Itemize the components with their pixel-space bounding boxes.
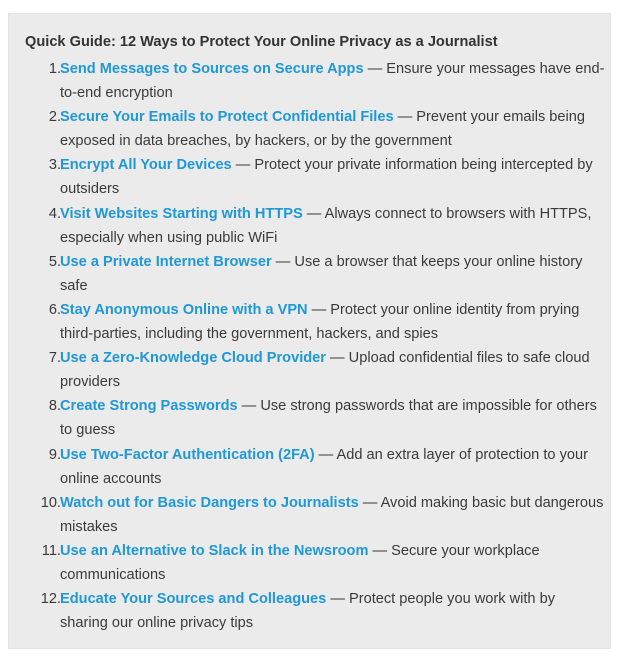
item-description: — Protect your online identity from prying third-parties, including the government, hackers, and spies bbox=[60, 301, 580, 342]
guide-item bbox=[9, 443, 612, 491]
item-description: — Use a browser that keeps your online history safe bbox=[60, 253, 583, 294]
item-description: — Prevent your emails being exposed in data breaches, by hackers, or by the government bbox=[60, 109, 586, 150]
guide-item bbox=[9, 394, 612, 442]
item-body bbox=[60, 105, 605, 153]
item-body bbox=[60, 153, 605, 201]
guide-item bbox=[9, 153, 612, 201]
item-body bbox=[60, 539, 605, 587]
item-link[interactable]: Create Strong Passwords bbox=[60, 398, 238, 415]
item-number: 11. bbox=[41, 542, 61, 559]
item-link[interactable]: Secure Your Emails to Protect Confidential Files bbox=[60, 109, 394, 126]
item-link[interactable]: Send Messages to Sources on Secure Apps bbox=[60, 61, 364, 77]
item-body bbox=[60, 443, 605, 491]
guide-list bbox=[9, 57, 612, 635]
item-link[interactable]: Encrypt All Your Devices bbox=[60, 157, 232, 174]
guide-title: Quick Guide: 12 Ways to Protect Your Online Privacy as a Journalist bbox=[25, 34, 498, 50]
item-link[interactable]: Stay Anonymous Online with a VPN bbox=[60, 301, 308, 318]
guide-item bbox=[9, 105, 612, 153]
guide-item bbox=[9, 202, 612, 250]
item-number: 1. bbox=[48, 61, 61, 77]
item-link[interactable]: Use an Alternative to Slack in the Newsroom bbox=[60, 542, 369, 559]
guide-item bbox=[9, 298, 612, 346]
item-body bbox=[60, 250, 605, 298]
item-link[interactable]: Educate Your Sources and Colleagues bbox=[60, 591, 327, 608]
item-number: 3. bbox=[48, 157, 61, 174]
item-number: 9. bbox=[48, 446, 61, 463]
item-number: 8. bbox=[48, 398, 61, 415]
item-description: — Secure your workplace communications bbox=[60, 542, 540, 583]
item-link[interactable]: Watch out for Basic Dangers to Journalists bbox=[60, 494, 359, 511]
item-body bbox=[60, 57, 605, 105]
item-description: — Upload confidential files to safe cloud providers bbox=[60, 350, 590, 391]
item-number: 7. bbox=[48, 350, 61, 367]
item-description: — Add an extra layer of protection to your online accounts bbox=[60, 446, 588, 487]
item-body bbox=[60, 587, 605, 635]
item-body bbox=[60, 491, 605, 539]
guide-item bbox=[9, 250, 612, 298]
item-link[interactable]: Use a Zero-Knowledge Cloud Provider bbox=[60, 350, 326, 367]
guide-item bbox=[9, 539, 612, 587]
item-body bbox=[60, 346, 605, 394]
item-link[interactable]: Visit Websites Starting with HTTPS bbox=[60, 205, 303, 222]
item-link[interactable]: Use Two-Factor Authentication (2FA) bbox=[60, 446, 315, 463]
guide-item bbox=[9, 587, 612, 635]
item-description: — Protect your private information being intercepted by outsiders bbox=[60, 157, 593, 198]
item-body bbox=[60, 394, 605, 442]
item-body bbox=[60, 202, 605, 250]
guide-item bbox=[9, 57, 612, 105]
guide-item bbox=[9, 346, 612, 394]
item-number: 4. bbox=[48, 205, 61, 222]
guide-item bbox=[9, 491, 612, 539]
item-body bbox=[60, 298, 605, 346]
item-number: 5. bbox=[48, 253, 61, 270]
item-number: 12. bbox=[40, 591, 61, 608]
item-number: 2. bbox=[48, 109, 61, 126]
item-description: — Ensure your messages have end-to-end encryption bbox=[60, 61, 605, 101]
quick-guide-box bbox=[8, 13, 611, 649]
item-number: 6. bbox=[48, 301, 61, 318]
item-description: — Avoid making basic but dangerous mistakes bbox=[60, 494, 604, 535]
item-number: 10. bbox=[40, 494, 61, 511]
item-description: — Protect people you work with by sharing our online privacy tips bbox=[60, 591, 556, 632]
item-description: — Always connect to browsers with HTTPS, especially when using public WiFi bbox=[60, 205, 592, 246]
item-link[interactable]: Use a Private Internet Browser bbox=[60, 253, 272, 270]
item-description: — Use strong passwords that are impossible for others to guess bbox=[60, 398, 597, 439]
